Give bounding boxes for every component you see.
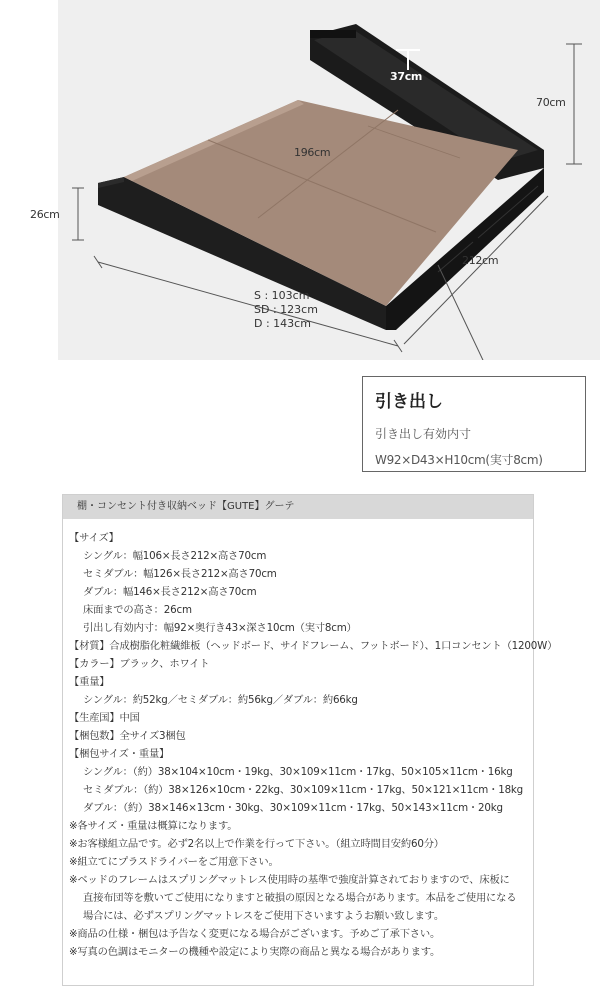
width-single: S : 103cm xyxy=(254,289,310,302)
spec-line: ※ベッドのフレームはスプリングマットレス使用時の基準で強度計算されておりますので、床板に xyxy=(69,874,510,886)
spec-header-title: 棚・コンセント付き収納ベッド【GUTE】グーテ xyxy=(77,501,295,512)
headboard-depth-label: 37cm xyxy=(390,70,423,83)
spec-line: 直接布団等を敷いてご使用になりますと破損の原因となる場合があります。本品をご使用になる xyxy=(83,892,517,904)
bed-illustration xyxy=(58,0,600,360)
spec-line: 【梱包サイズ・重量】 xyxy=(69,748,170,760)
spec-body xyxy=(69,529,558,961)
width-double: D : 143cm xyxy=(254,317,311,330)
total-length-label: 212cm xyxy=(462,254,499,267)
spec-line: 【サイズ】 xyxy=(69,532,119,544)
spec-line: 【梱包数】全サイズ3梱包 xyxy=(69,730,186,742)
spec-line: ※各サイズ・重量は概算になります。 xyxy=(69,820,238,832)
drawer-dimensions: W92×D43×H10cm(実寸8cm) xyxy=(375,453,543,467)
spec-line: シングル：約52kg／セミダブル：約56kg／ダブル：約66kg xyxy=(83,694,358,706)
spec-line: 引出し有効内寸：幅92×奥行き43×深さ10cm（実寸8cm） xyxy=(83,622,357,634)
drawer-subtitle: 引き出し有効内寸 xyxy=(375,427,472,441)
drawer-title: 引き出し xyxy=(375,392,443,412)
spec-line: 【材質】合成樹脂化粧繊維板（ヘッドボード、サイドフレーム、フットボード）、1口コンセント（1200W） xyxy=(69,640,558,652)
spec-line: 【生産国】中国 xyxy=(69,712,140,724)
frame-height-label-outer: 26cm xyxy=(30,208,60,221)
spec-line: ダブル：（約）38×146×13cm・30kg、30×109×11cm・17kg、50×143×11cm・20kg xyxy=(83,802,503,814)
spec-line: シングル：幅106×長さ212×高さ70cm xyxy=(83,550,267,562)
spec-line: セミダブル：（約）38×126×10cm・22kg、30×109×11cm・17kg、50×121×11cm・18kg xyxy=(83,784,524,796)
spec-line: ※写真の色調はモニターの機種や設定により実際の商品と異なる場合があります。 xyxy=(69,946,441,958)
mattress-length-label: 196cm xyxy=(294,146,331,159)
spec-line: ※お客様組立品です。必ず2名以上で作業を行って下さい。（組立時間目安約60分） xyxy=(69,838,444,850)
spec-line: 床面までの高さ：26cm xyxy=(83,604,192,616)
drawer-callout xyxy=(362,376,586,472)
spec-line: セミダブル：幅126×長さ212×高さ70cm xyxy=(83,568,277,580)
spec-line: シングル：（約）38×104×10cm・19kg、30×109×11cm・17kg、50×105×11cm・16kg xyxy=(83,766,513,778)
spec-line: ダブル：幅146×長さ212×高さ70cm xyxy=(83,586,257,598)
width-size-list xyxy=(254,289,318,331)
spec-line: ※組立てにプラスドライバーをご用意下さい。 xyxy=(69,856,279,868)
bed-dimension-diagram xyxy=(58,0,600,360)
headboard-height-label: 70cm xyxy=(536,96,566,109)
spec-line: 【カラー】ブラック、ホワイト xyxy=(69,658,210,670)
spec-line: ※商品の仕様・梱包は予告なく変更になる場合がございます。予めご了承下さい。 xyxy=(69,928,441,940)
spec-line: 【重量】 xyxy=(69,676,110,688)
spec-table xyxy=(62,494,558,986)
width-semi-double: SD : 123cm xyxy=(254,303,318,316)
spec-header xyxy=(63,495,533,519)
spec-line: 場合には、必ずスプリングマットレスをご使用下さいますようお願い致します。 xyxy=(83,910,444,922)
